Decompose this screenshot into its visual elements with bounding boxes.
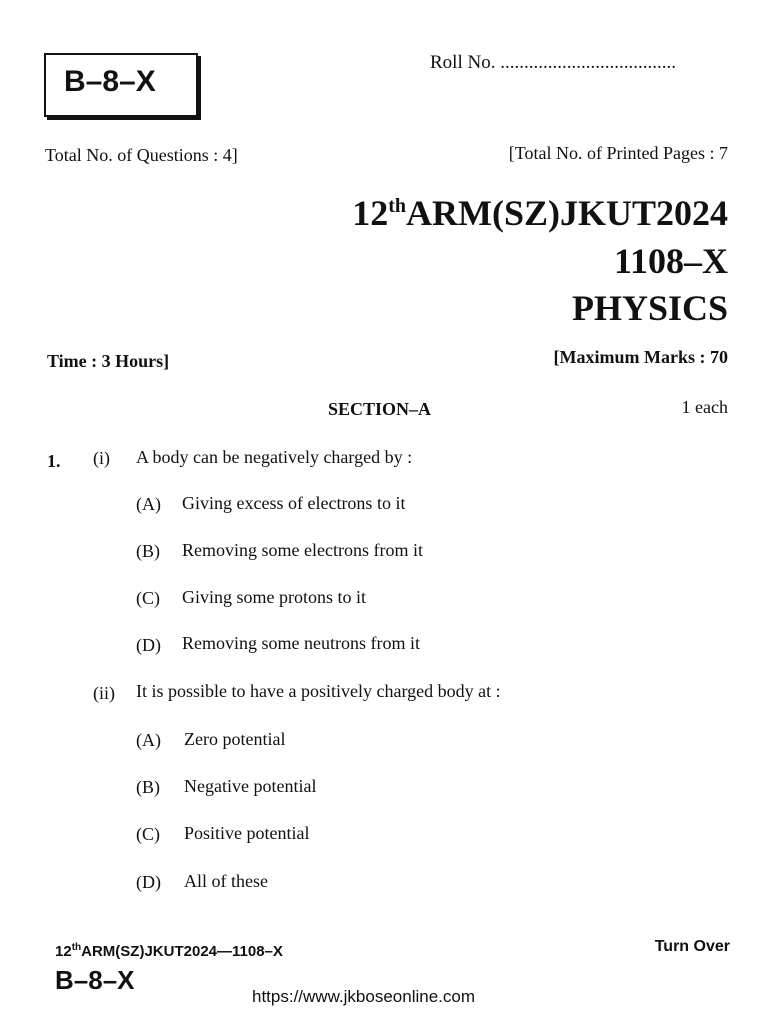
subject-title: PHYSICS [571, 288, 728, 328]
option-label: (C) [136, 824, 160, 844]
option-label: (A) [136, 494, 161, 514]
total-pages: [Total No. of Printed Pages : 7 [508, 143, 728, 163]
part-label: (ii) [93, 683, 115, 703]
roll-no-field: Roll No. ..................................... [430, 52, 676, 73]
option-text: Negative potential [184, 776, 317, 796]
option-text: Positive potential [184, 823, 310, 843]
turn-over-label: Turn Over [654, 938, 730, 955]
option-text: Giving some protons to it [182, 587, 366, 607]
part-text: A body can be negatively charged by : [136, 447, 413, 467]
option-text: Zero potential [184, 729, 286, 749]
option-text: Removing some neutrons from it [182, 633, 420, 653]
section-marks: 1 each [681, 397, 728, 417]
paper-code: B–8–X [64, 65, 156, 98]
paper-number: 1108–X [613, 241, 728, 281]
footer-paper-code: B–8–X [55, 965, 135, 995]
part-text: It is possible to have a positively charged body at : [136, 681, 501, 701]
source-url-link[interactable]: https://www.jkboseonline.com [252, 987, 475, 1006]
option-text: Giving excess of electrons to it [182, 493, 406, 513]
option-label: (D) [136, 872, 161, 892]
option-label: (D) [136, 635, 161, 655]
total-questions: Total No. of Questions : 4] [45, 145, 238, 165]
time-allowed: Time : 3 Hours] [47, 351, 170, 371]
option-label: (A) [136, 730, 161, 750]
section-title: SECTION–A [328, 399, 432, 419]
option-text: Removing some electrons from it [182, 540, 423, 560]
option-text: All of these [184, 871, 268, 891]
part-label: (i) [93, 448, 110, 468]
question-number: 1. [47, 451, 61, 471]
exam-code: 12thARM(SZ)JKUT2024 [352, 193, 728, 233]
option-label: (C) [136, 588, 160, 608]
option-label: (B) [136, 777, 160, 797]
paper-code-box [44, 53, 198, 117]
footer-exam-code: 12thARM(SZ)JKUT2024—1108–X [55, 942, 283, 960]
maximum-marks: [Maximum Marks : 70 [553, 347, 728, 367]
option-label: (B) [136, 541, 160, 561]
